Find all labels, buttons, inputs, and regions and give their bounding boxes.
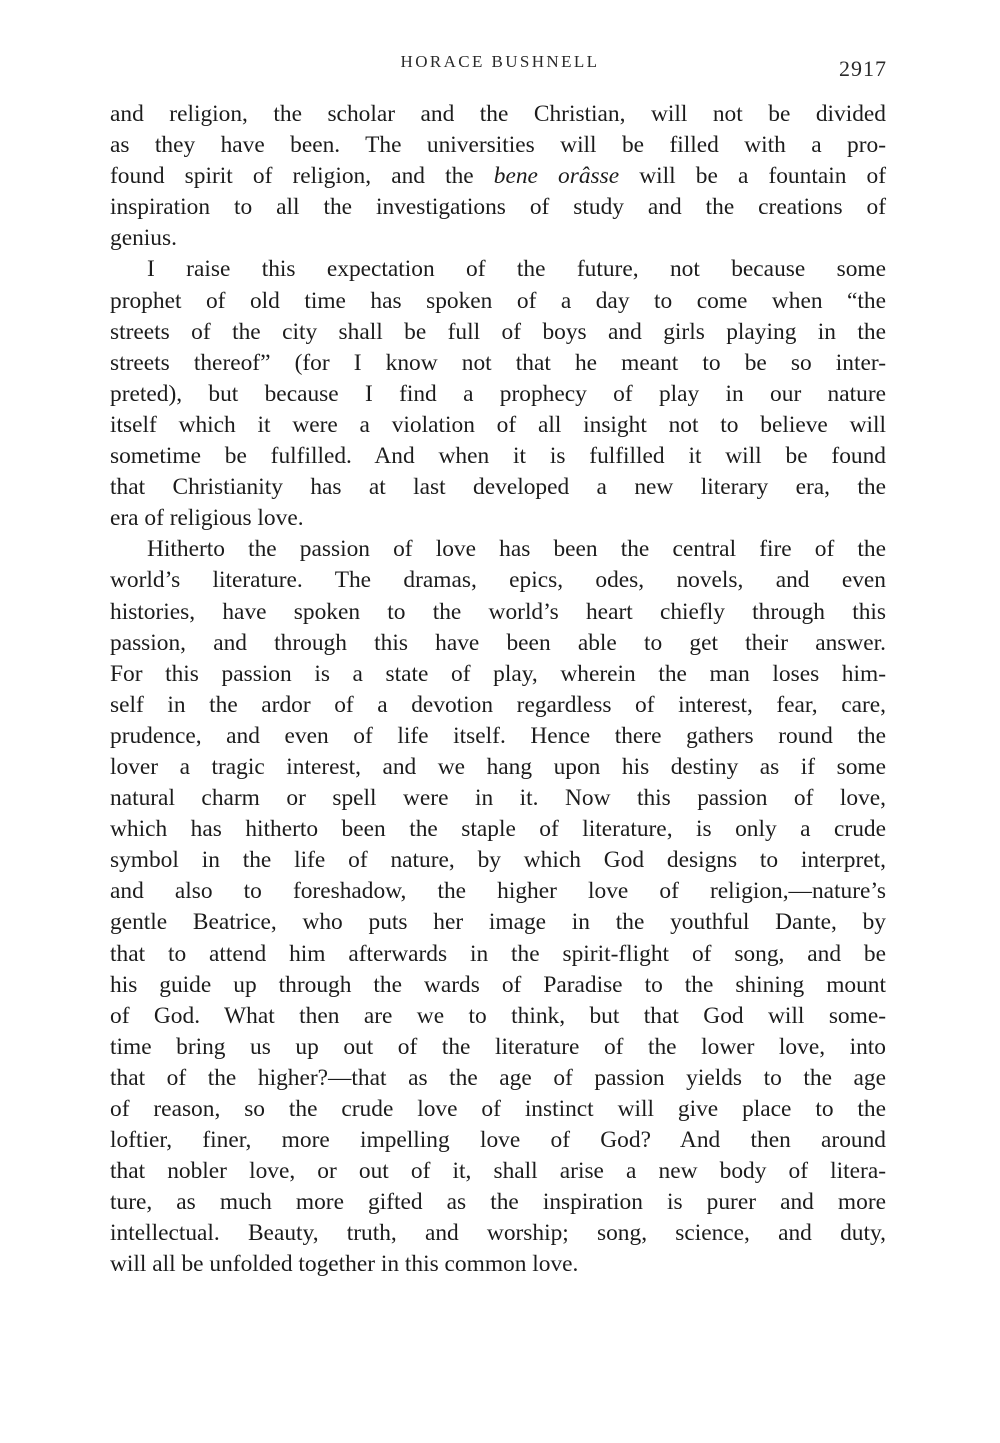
text-line: that nobler love, or out of it, shall arise a new body of litera- (110, 1158, 886, 1185)
text-line: prudence, and even of life itself. Hence there gathers round the (110, 722, 886, 749)
text-line: loftier, finer, more impelling love of God? And then around (110, 1127, 886, 1154)
text-line: passion, and through this have been able to get their answer. (110, 629, 886, 656)
text-line: prophet of old time has spoken of a day to come when “the (110, 287, 886, 314)
text-line: self in the ardor of a devotion regardless of interest, fear, care, (110, 691, 886, 718)
text-line: itself which it were a violation of all insight not to believe will (110, 411, 886, 438)
text-line (110, 161, 886, 192)
text-line: streets of the city shall be full of boys and girls playing in the (110, 318, 886, 345)
text-line: ture, as much more gifted as the inspiration is purer and more (110, 1189, 886, 1216)
body-text (110, 99, 886, 1281)
text-line: symbol in the life of nature, by which God designs to interpret, (110, 847, 886, 874)
text-run: will be a fountain of (619, 163, 886, 190)
text-line: sometime be fulfilled. And when it is fulfilled it will be found (110, 443, 886, 470)
running-title: HORACE BUSHNELL (400, 52, 600, 71)
text-line: For this passion is a state of play, wherein the man loses him- (110, 660, 886, 687)
text-line: genius. (110, 225, 177, 252)
running-head (0, 52, 1000, 82)
text-line: gentle Beatrice, who puts her image in the youthful Dante, by (110, 909, 886, 936)
text-line: and also to foreshadow, the higher love of religion,—nature’s (110, 878, 886, 905)
text-line: his guide up through the wards of Paradise to the shining mount (110, 971, 886, 998)
text-line: of reason, so the crude love of instinct will give place to the (110, 1096, 886, 1122)
text-line: natural charm or spell were in it. Now this passion of love, (110, 785, 886, 812)
page-number: 2917 (839, 56, 887, 81)
text-run: found spirit of religion, and the (110, 163, 494, 190)
italic-phrase: bene orâsse (493, 163, 620, 190)
text-line: lover a tragic interest, and we hang upon his destiny as if some (110, 753, 886, 780)
text-line: era of religious love. (110, 505, 304, 532)
text-line: that to attend him afterwards in the spirit-flight of song, and be (110, 940, 886, 967)
text-line: and religion, the scholar and the Christian, will not be divided (110, 101, 886, 127)
text-line: of God. What then are we to think, but that God will some- (110, 1002, 886, 1029)
text-line: Hitherto the passion of love has been the central fire of the (147, 536, 886, 563)
text-line: as they have been. The universities will be filled with a pro- (110, 132, 886, 159)
text-line: histories, have spoken to the world’s heart chiefly through this (110, 598, 886, 625)
text-line: inspiration to all the investigations of study and the creations of (110, 194, 886, 221)
text-line: that of the higher?—that as the age of passion yields to the age (110, 1064, 886, 1091)
text-line: time bring us up out of the literature of the lower love, into (110, 1033, 886, 1060)
text-line: intellectual. Beauty, truth, and worship; song, science, and duty, (110, 1220, 886, 1247)
text-line: which has hitherto been the staple of literature, is only a crude (110, 816, 886, 843)
text-line: I raise this expectation of the future, not because some (147, 256, 886, 283)
text-line: will all be unfolded together in this common love. (110, 1251, 579, 1278)
text-line: streets thereof” (for I know not that he meant to be so inter- (110, 349, 886, 376)
text-line: world’s literature. The dramas, epics, odes, novels, and even (110, 567, 886, 594)
text-line: that Christianity has at last developed a new literary era, the (110, 474, 886, 501)
text-line: preted), but because I find a prophecy of play in our nature (110, 380, 886, 407)
